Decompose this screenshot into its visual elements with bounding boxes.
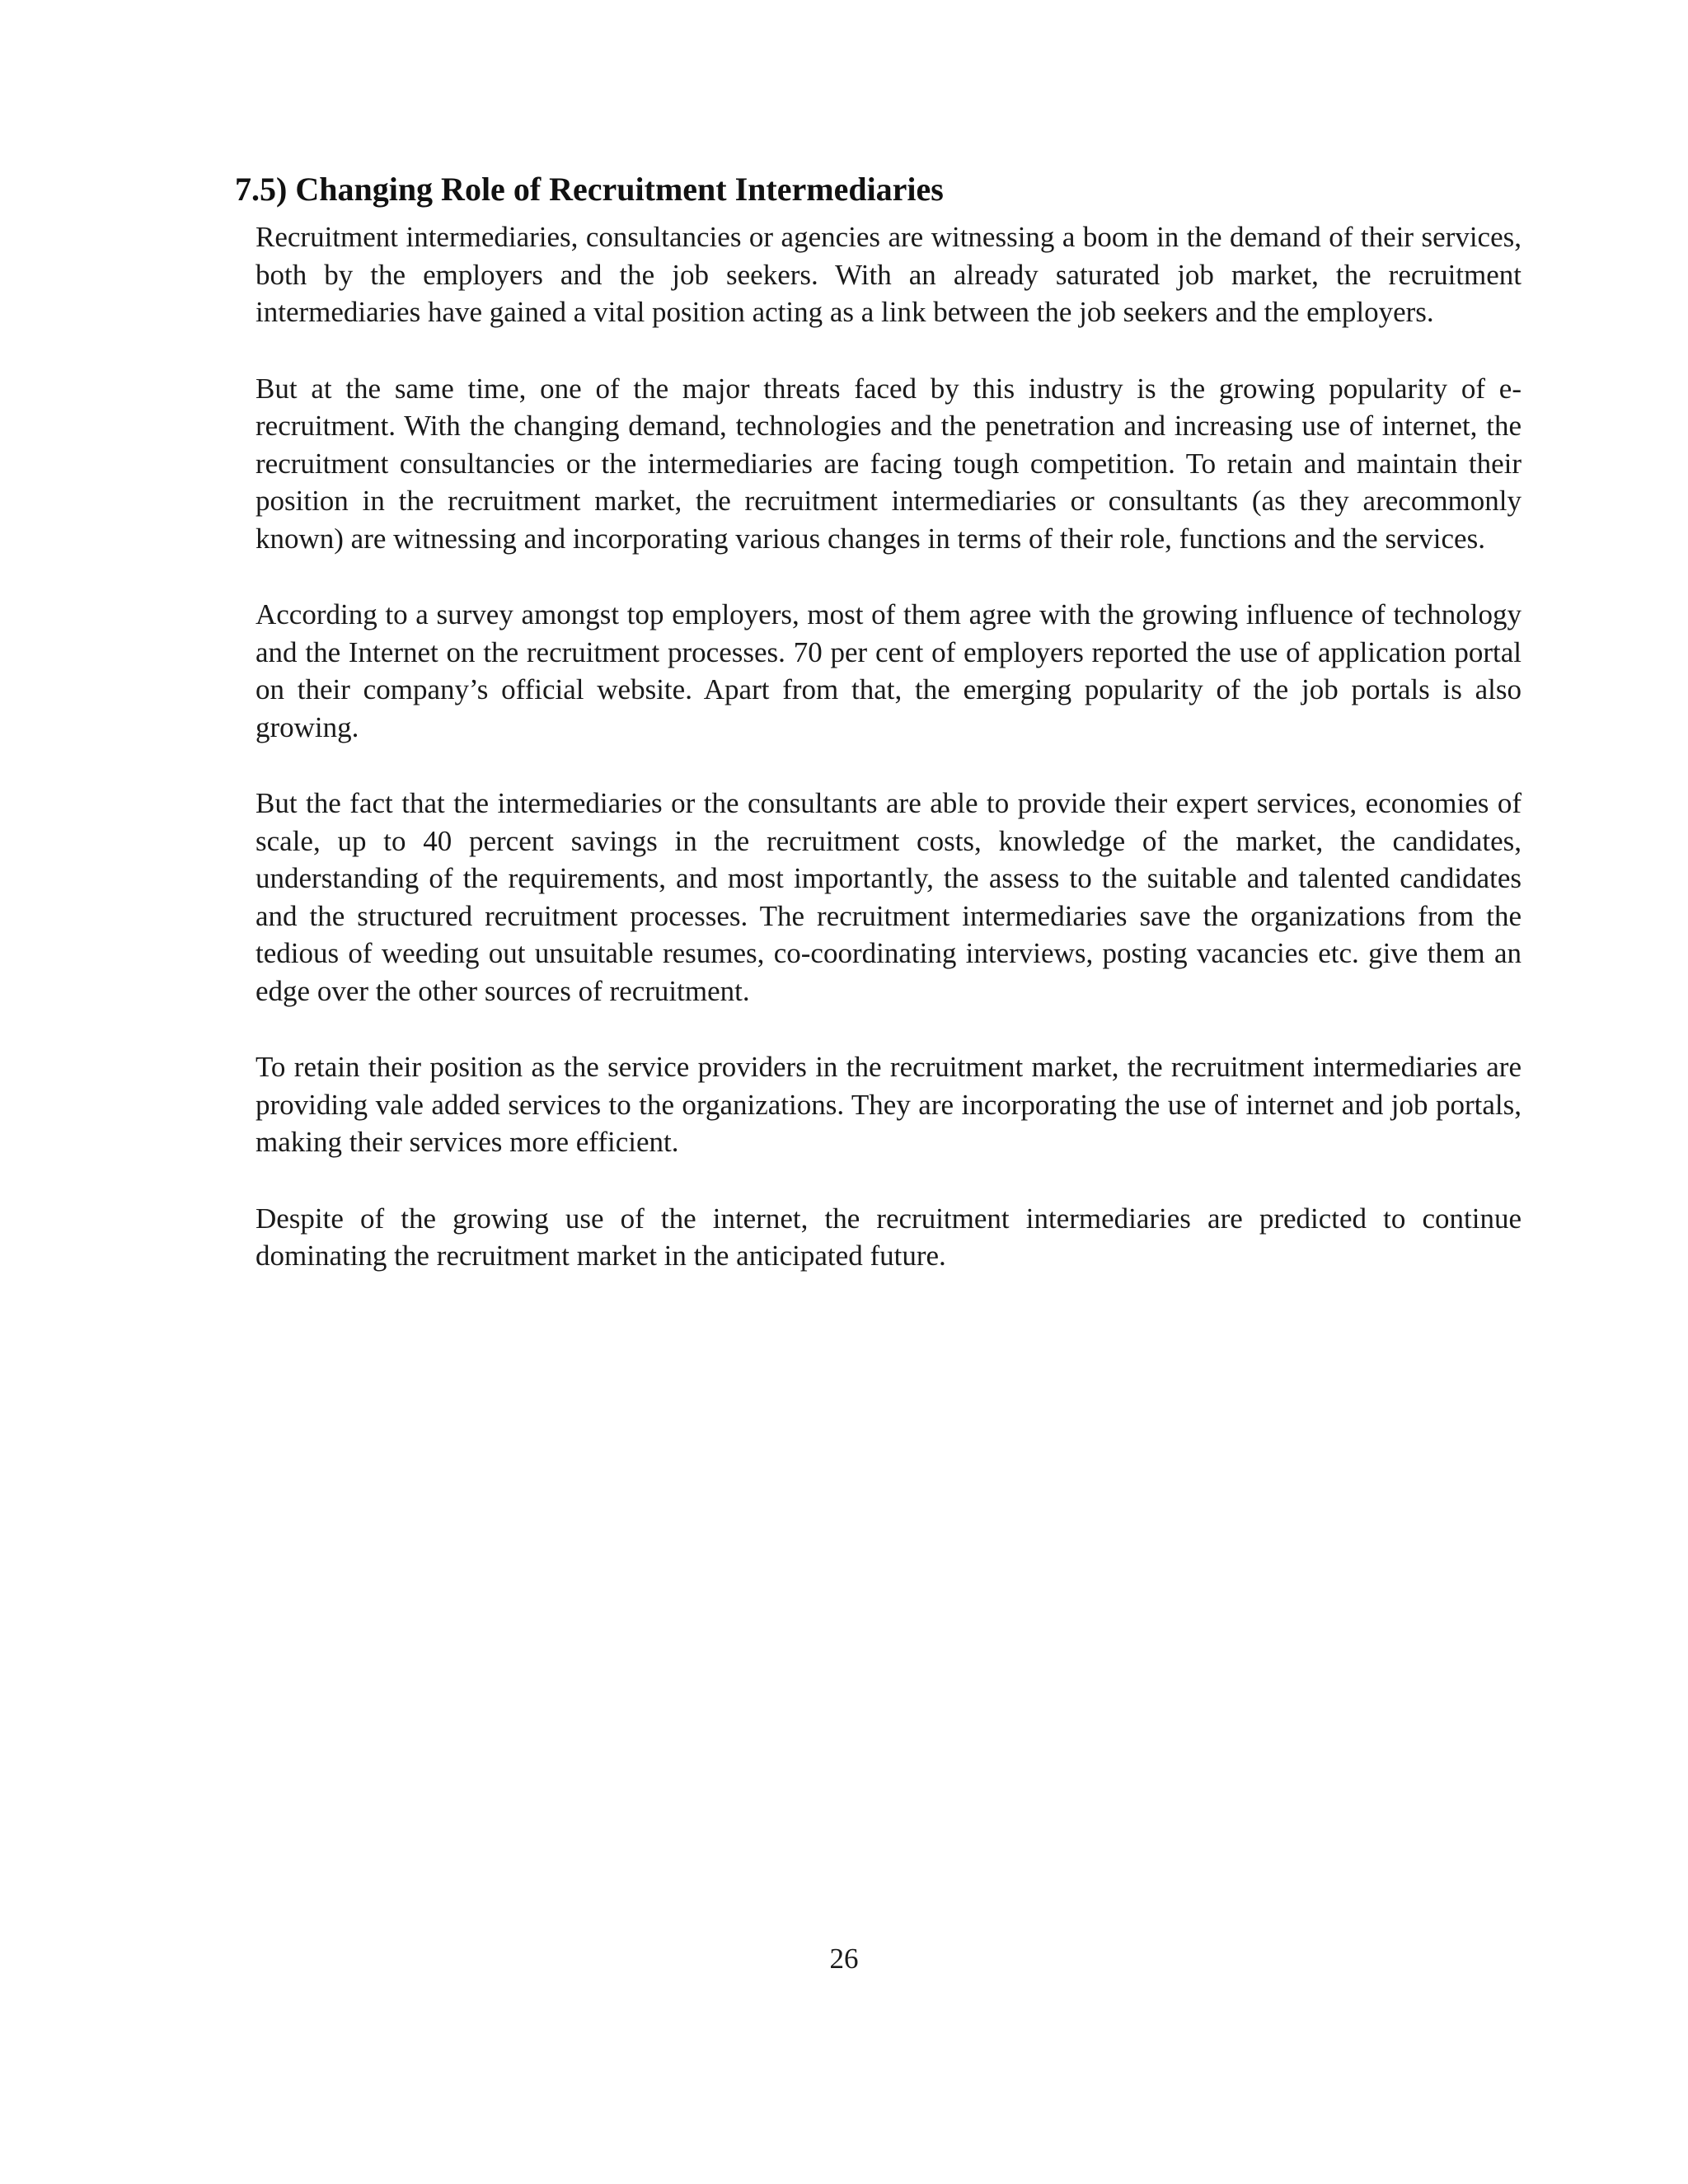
paragraph-employer-survey: According to a survey amongst top employers, most of them agree with the growing influence of technology and the Internet on the recruitment processes. 70 per cent of employers reported the use of application portal on their company’s official website. Apart from that, the emerging popularity of the job portals is also growing.: [256, 598, 1522, 743]
paragraph-intro: Recruitment intermediaries, consultancies or agencies are witnessing a boom in the demand of their services, both by the employers and the job seekers. With an already saturated job market, the recruitment intermediaries have gained a vital position acting as a link between the job seekers and the employers.: [256, 221, 1522, 328]
paragraph-intermediary-advantages: But the fact that the intermediaries or the consultants are able to provide their expert services, economies of scale, up to 40 percent savings in the recruitment costs, knowledge of the market, the candidates, understanding of the requirements, and most importantly, the assess to the suitable and talented candidates and the structured recruitment processes. The recruitment intermediaries save the organizations from the tedious of weeding out unsuitable resumes, co-coordinating interviews, posting vacancies etc. give them an edge over the other sources of recruitment.: [256, 787, 1522, 1007]
paragraph-conclusion: Despite of the growing use of the internet, the recruitment intermediaries are predicted to continue dominating the recruitment market in the anticipated future.: [256, 1202, 1522, 1272]
paragraph-value-added-services: To retain their position as the service providers in the recruitment market, the recruitment intermediaries are providing vale added services to the organizations. They are incorporating the use of internet and job portals, making their services more efficient.: [256, 1051, 1522, 1158]
paragraph-e-recruitment-threat: But at the same time, one of the major threats faced by this industry is the growing popularity of e-recruitment. With the changing demand, technologies and the penetration and increasing use of internet, the recruitment consultancies or the intermediaries are facing tough competition. To retain and maintain their position in the recruitment market, the recruitment intermediaries or consultants (as they arecommonly known) are witnessing and incorporating various changes in terms of their role, functions and the services.: [256, 372, 1522, 555]
section-body: [256, 218, 1522, 1314]
page-number: 26: [829, 1943, 859, 1975]
section-heading: 7.5) Changing Role of Recruitment Intermediaries: [235, 171, 944, 208]
